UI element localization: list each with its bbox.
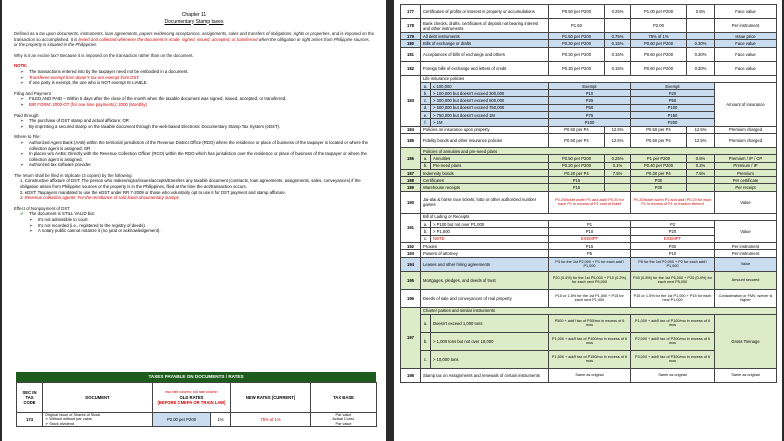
table-row: e. > 750,000 but doesn't exceed 1M P75 P150 [401,112,777,119]
table-row: 186 Policies of annuities and pre-need plans [401,147,777,154]
table-row: 198 Stamp tax on Assignments and renewals of certain instruments Same as original Same as original Same as original [401,368,777,382]
where-item: ➢ Authorized Agent Bank (AAB) within the territorial jurisdiction of the Revenue District Office (RDO) where the residence or place of business of the taxpayer is located or where the collection agent is assigned; OR [20,139,369,151]
table-header-row [17,383,377,413]
return-item: 1. Constructive affixture of DST: The person who makes/signs/issues/accepts/transfers any taxable document (contracts, loan agreements, assignments, sales, conveyances) if the obligation arises from Philippine sources or the property is in the Philippines, filed at the time the act/transaction occurs. [20,178,361,190]
filing-heading: Filing and Payment [14,90,51,96]
paid-item: ➢ By imprinting a secured stamp on the taxable document through the web-based Electronic Documentary Stamp Tax System (eDST). [20,123,281,129]
table-row: 189 Warehouse receipts P15 P30 Per receipt [401,184,777,191]
header-sec: SEC IN TAX CODE [17,383,43,413]
effect-main: ✔ The document is STILL VALID but: [20,211,95,217]
chapter-heading: Chapter 11 [181,12,207,18]
table-row: 182 Foreign bills of exchange and letters of credit P0.30 per P200 0.15% P0.60 per P200 0.30% Face value [401,61,777,75]
table-row: a. > P100 but not over P1,000 P1 P2 Value [401,221,777,228]
table-row: 177 Certificates of profits or interest in property or accumulations P0.50 per P200 0.25% P1.00 per P200 0.5% Face value [401,5,777,19]
paid-item: ➢ The purchase of DST stamp and actual affixture; OR [20,118,129,124]
rates-table-continued [400,4,777,383]
note-heading: NOTE: [14,63,28,69]
effect-item: ➢ A notary public cannot notarize it (no jurat or acknowledgement). [29,228,161,234]
return-item: 2. eDST: Taxpayers mandated to use the eDST under RR 7-2009 or those who voluntarily opt to use it for DST payment and stamp affixture. [20,189,286,195]
why-excise-text: Why is it an excise tax? Because it is imposed on the transaction rather than on the document. [14,52,194,58]
table-row: c. > 10,000 tons P1,500 + add'l tax of P150/mo in excess of 6 mos P3,000 + add'l tax of P300/mo in excess of 6 mos [401,350,777,368]
where-heading: Where to File: [14,134,41,140]
table-row: 178 Bank checks, drafts, certificates of deposit not bearing interest and other instruments P1.50 P2.00 Per instrument [401,19,777,33]
effect-item: ➢ It's not admissible to court. [29,217,89,223]
header-document: DOCUMENT [43,383,153,413]
where-item: ➢ In places w/o AABs: Directly with the Revenue Collection Officer (RCO) within the RDO which has jurisdiction over the residence or place of business of the taxpayer or where the collection agent is assigned. [20,151,367,162]
table-row: 179 All debt instruments P1.50 per P200 0.75% 75% of 1% Issue price [401,33,777,40]
effect-item: ➢ It's not recorded (i.e., registered to the registry of deeds). [29,222,147,228]
header-tax-base: TAX BASE [311,383,377,413]
header-old-rates: two rate column; old rate column OLD RATES (BEFORE CMEPA OR TRAIN LAW) [153,383,231,413]
table-row: c. NOTE EXEMPT EXEMPT [401,235,777,242]
table-row: 194 Leases and other hiring agreements P3 for the 1st P2,000 + P1 for each add'l P1,000 P6 for the 1st P2,000 + P2 for each add'l P1,000 Value [401,257,777,271]
note-item: ➢ The transactions entered into by the taxpayer need not be embodied in a document. [20,68,189,74]
table-row: 183 Life insurance policies [401,75,777,82]
table-row: b. > 1,000 tons but not over 10,000 P1,000 + add'l tax of P100/mo in excess of 6 mos P2,000 + add'l tax of P200/mo in excess of 6 mos [401,332,777,350]
table-row: b. Pre-need plans P0.20 per P200 0.1% P0.40 per P200 0.2% Premium / IP [401,162,777,169]
table-row: b. > P1,000 P10 P20 [401,228,777,235]
table-row: 188 Certificates P15 P30 Per certificate [401,177,777,184]
table-row: f. > 1M P100 P200 [401,119,777,126]
table-row: a. Doesn't exceed 1,000 tons P500 + add'l tax of P50/mo in excess of 6 mos P1,000 + add'l tax of P100/mo in excess of 6 mos Gross Tonnage [401,314,777,332]
table-row: 181 Acceptances of bills of exchange and others P0.30 per P200 0.15% P0.60 per P200 0.30% Face value [401,47,777,61]
table-row: 196 Deeds of sale and conveyances of real property P15 or 1.5% for the 1st P1,000 + P15 for each next P1,000 P15 or 1.5% for the 1st P1,000 + P15 for each next P1,000 Consideration or FMV, w/ever is higher [401,289,777,307]
definition-paragraph: Defined as a tax upon documents, instruments, loan agreements, papers evidencing acceptances, assignments, sales and transfers of obligations, rights or properties, and is imposed on the transaction so accomplished. It is levied and collected whenever the document is made, signed, issued, accepted, or transferred when the obligation or right arises from Philippine sources, or the property is situated in the Philippines. [14,31,374,48]
table-row: 187 Indemnity bonds P0.20 per P4 7.5% P0.30 per P4 7.5% Premium [401,169,777,176]
return-heading: The return shall be filed in triplicate (3 copies) by the following: [14,172,133,178]
table-row: 174 Original Issue of Shares of Stock ➢ Without without par value ➢ Stock dividend P2.00 per P200 1% 75% of 1% Par value Actual Consi. Par value [17,413,377,427]
table-row: 197 Charter parties and similar instruments [401,307,777,314]
table-row: d. > 500,000 but doesn't exceed 750,000 P50 P100 [401,104,777,111]
left-page [2,0,386,441]
table-row: c. > 300,000 but doesn't exceed 500,000 P25 P50 [401,97,777,104]
table-row: 193 Powers of attorney P5 P10 Per instrument [401,250,777,257]
table-row: 184 Policies on insurance upon property P0.50 per P4 12.5% P0.50 per P4 12.5% Premium charged [401,126,777,133]
table-row: 191 Bill of Lading or Receipts [401,213,777,220]
table-row: b. > 100,000 but doesn't exceed 300,000 P10 P20 [401,90,777,97]
table-row: a. ≤ 100,000 Exempt Exempt Amount of insurance [401,82,777,89]
header-new-rates: NEW RATES (CURRENT) [231,383,311,413]
filing-item: ➢ FILED AND PAID – Within 5 days after the close of the month when the taxable document was signed, issued, accepted, or transferred. [20,96,287,102]
return-item: 3. Revenue collection agents: For the remittance of sold loose documentary stamps. [20,195,181,201]
where-item: ➢ Authorized tax software provider. [20,162,92,168]
table-row: 185 Fidelity bonds and other insurance policies P0.50 per P4 12.5% P0.50 per P4 12.5% Premium charged [401,133,777,147]
effect-heading: Effect of Nonpayment of DST [14,205,70,211]
table-row: 180 Bills of exchange or drafts P0.30 per P200 0.15% P0.60 per P200 0.30% Face value [401,40,777,47]
table-row: a. Annuities P0.50 per P200 0.25% P1 per P200 0.5% Premium / IP / CP [401,155,777,162]
note-item: ➢ Transferee exempt from donor's tax are exempt from DST. [20,74,140,80]
rates-table [16,372,376,427]
chapter-title: Documentary Stamp taxes [164,18,224,25]
note-item: ➢ If one party is exempt, the one who is NOT exempt IS LIABLE. [20,80,148,86]
table-row: 192 Proxies P15 P30 Per instrument [401,242,777,249]
table-banner: TAXES PAYABLE ON DOCUMENTS / RATES [16,372,376,382]
check-icon: ✔ [20,211,24,217]
paid-heading: Paid through: [14,112,40,118]
right-page [394,0,782,441]
filing-item: ➢ BIR FORM: 2000-OT (for one time payments); 2000 (Monthly) [20,101,147,107]
table-row: 195 Mortgages, pledges, and deeds of trust P20 (0.4%) for the 1st P5,000 + P10 (0.2%) for each next P5,000 P40 (0.8%) for the 1st P5,000 + P20 (0.4%) for each next P5,000 Amount secured [401,271,777,289]
table-row: 190 Jai-alai & horse race tickets, lotto or other authorized number games P0.20/ticket worth P1 and add'l P0.20 for each P1 in excess of P1 cost of ticket P0.20/ticket worth P1 and add'l P0.20 for each P1 in excess of P1 or fraction thereof Value [401,191,777,213]
